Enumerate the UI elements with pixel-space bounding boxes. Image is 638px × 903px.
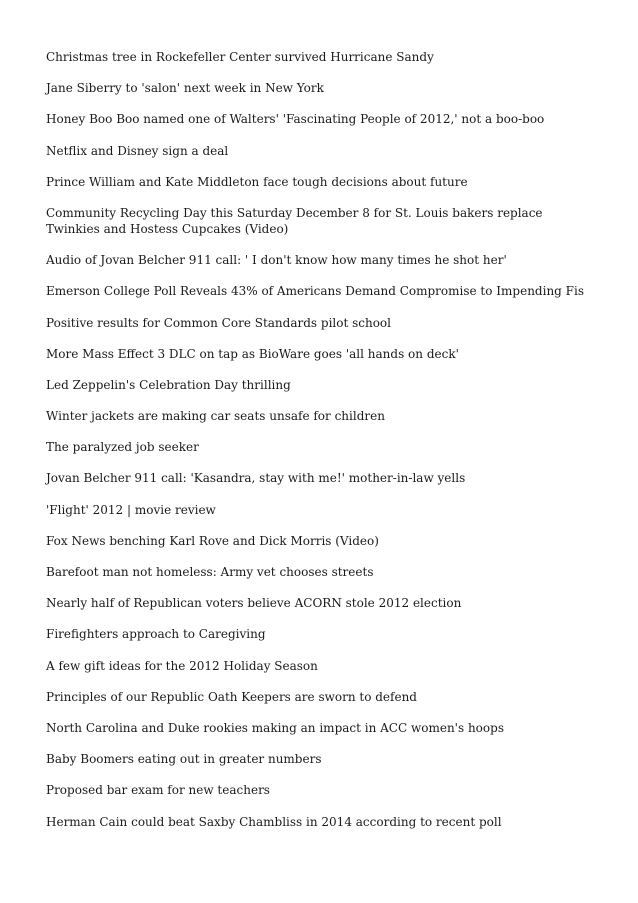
headline-item: Prince William and Kate Middleton face tough decisions about future: [46, 174, 468, 189]
headline-item: Christmas tree in Rockefeller Center survived Hurricane Sandy: [46, 50, 434, 64]
headline-item: Barefoot man not homeless: Army vet chooses streets: [46, 565, 374, 579]
headline-item: Winter jackets are making car seats unsafe for children: [46, 409, 385, 424]
headline-item: Jane Siberry to 'salon' next week in New York: [46, 81, 324, 96]
headline-item: Led Zeppelin's Celebration Day thrilling: [46, 377, 291, 392]
headline-item: North Carolina and Duke rookies making an impact in ACC women's hoops: [46, 720, 504, 735]
headline-item: A few gift ideas for the 2012 Holiday Season: [46, 658, 318, 673]
headline-item: Netflix and Disney sign a deal: [46, 143, 229, 158]
headline-item: Community Recycling Day this Saturday December 8 for St. Louis bakers replace Twinkies and Hostess Cupcakes (Video): [46, 205, 543, 236]
headline-item: Nearly half of Republican voters believe ACORN stole 2012 election: [46, 596, 462, 611]
headline-item: Principles of our Republic Oath Keepers are sworn to defend: [46, 689, 417, 704]
headline-item: Proposed bar exam for new teachers: [46, 783, 270, 798]
document-page: [46, 49, 586, 845]
headline-item: Audio of Jovan Belcher 911 call: ' I don't know how many times he shot her': [46, 253, 507, 268]
headline-list: [46, 49, 586, 830]
headline-item: Fox News benching Karl Rove and Dick Morris (Video): [46, 533, 379, 548]
headline-item: 'Flight' 2012 | movie review: [46, 502, 216, 517]
headline-item: Herman Cain could beat Saxby Chambliss in 2014 according to recent poll: [46, 814, 502, 829]
headline-item: More Mass Effect 3 DLC on tap as BioWare goes 'all hands on deck': [46, 346, 459, 361]
headline-item: The paralyzed job seeker: [46, 440, 199, 455]
headline-item: Firefighters approach to Caregiving: [46, 627, 266, 642]
headline-item: Jovan Belcher 911 call: 'Kasandra, stay with me!' mother-in-law yells: [46, 471, 466, 486]
headline-item: Positive results for Common Core Standards pilot school: [46, 315, 391, 330]
headline-item: Honey Boo Boo named one of Walters' 'Fascinating People of 2012,' not a boo-boo: [46, 112, 545, 127]
headline-item: Baby Boomers eating out in greater numbers: [46, 752, 322, 767]
headline-item: Emerson College Poll Reveals 43% of Americans Demand Compromise to Impending Fis: [46, 284, 584, 299]
